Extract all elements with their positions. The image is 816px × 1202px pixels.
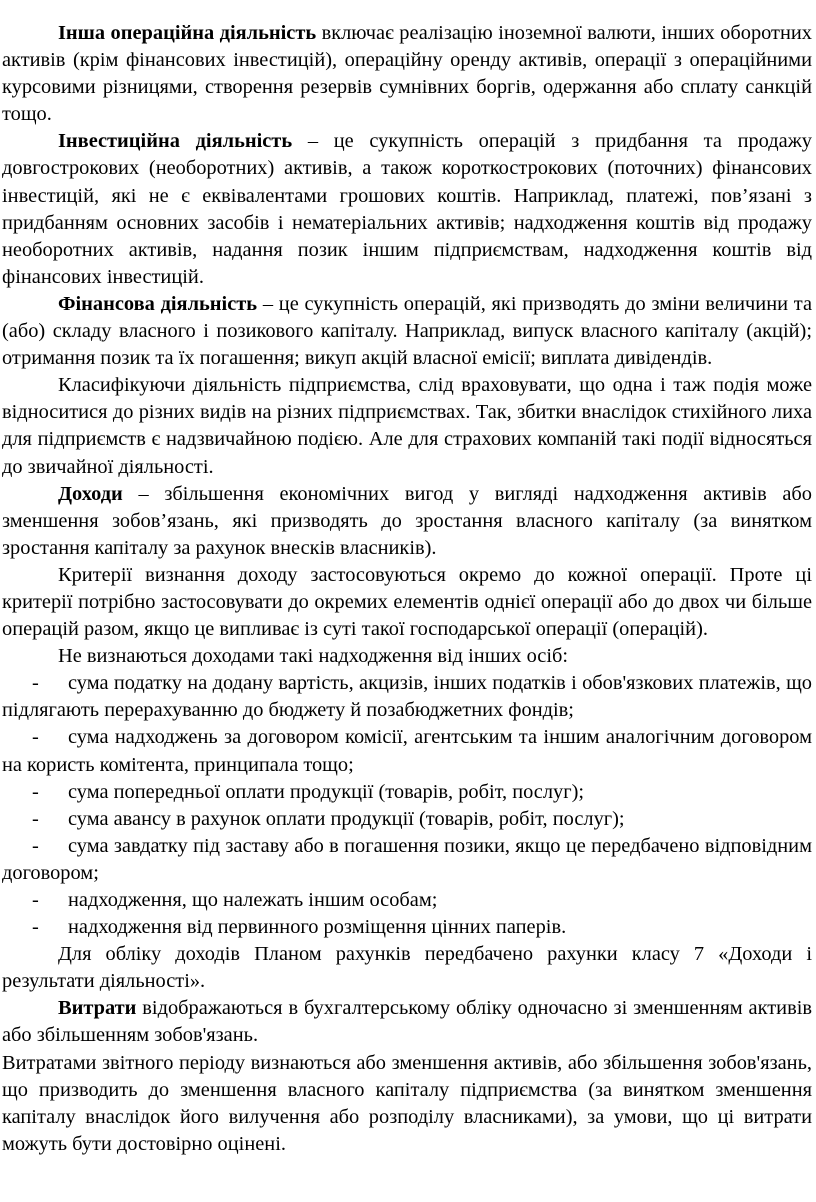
list-item-text: сума податку на додану вартість, акцизів, інших податків і обов'язкових платежів, що підлягають перерахуванню до бюджету й позабюджетних фондів;: [2, 672, 812, 722]
paragraph-not-income-intro: Не визнаються доходами такі надходження від інших осіб:: [58, 645, 569, 668]
term-income: Доходи: [58, 482, 123, 505]
definition-text: – збільшення економічних вигод у вигляді надходження активів або зменшення зобов’язань, які призводять до зростання власного капіталу (за винятком зростання капіталу за рахунок внесків власників).: [2, 482, 812, 559]
list-item: [2, 806, 812, 833]
list-item-text: сума надходжень за договором комісії, агентським та іншим аналогічним договором на користь комітента, принципала тощо;: [2, 726, 812, 776]
term-investment-activity: Інвестиційна діяльність: [58, 130, 293, 153]
list-item: [2, 914, 812, 941]
definition-text: – це сукупність операцій, які призводять до зміни величини та (або) складу власного і позикового капіталу. Наприклад, випуск власного капіталу (акцій); отримання позик та їх погашення; викуп акцій власної емісії; виплата дивідендів.: [2, 292, 812, 370]
paragraph-financial-activity: [2, 291, 812, 372]
list-item: [2, 670, 812, 724]
paragraph-account-class-7: Для обліку доходів Планом рахунків передбачено рахунки класу 7 «Доходи і результати діяльності».: [2, 943, 812, 993]
list-item: [2, 724, 812, 778]
list-item-text: сума попередньої оплати продукції (товарів, робіт, послуг);: [68, 780, 585, 803]
paragraph-investment-activity: [2, 128, 812, 291]
term-other-operating-activity: Інша операційна діяльність: [58, 22, 317, 44]
paragraph-recognition-criteria: Критерії визнання доходу застосовуються окремо до кожної операції. Проте ці критерії потрібно застосовувати до окремих елементів однієї операції або до двох чи більше операцій разом, якщо це випливає із суті такої господарської операції (операцій).: [2, 563, 812, 641]
list-dash: -: [32, 780, 39, 803]
list-dash: -: [32, 916, 39, 939]
list-item-text: надходження від первинного розміщення цінних паперів.: [68, 916, 567, 939]
definition-text: включає реалізацію іноземної валюти, інших оборотних активів (крім фінансових інвестицій), операційну оренду активів, операції з операційними курсовими різницями, створення резервів сумнівних боргів, одержання або сплату санкцій тощо.: [2, 22, 812, 126]
paragraph-period-expenses: Витратами звітного періоду визнаються або зменшення активів, або збільшення зобов'язань, що призводить до зменшення власного капіталу підприємства (за винятком зменшення капіталу внаслідок його вилучення або розподілу власниками), за умови, що ці витрати можуть бути достовірно оцінені.: [2, 1051, 812, 1155]
term-financial-activity: Фінансова діяльність: [58, 292, 258, 315]
list-dash: -: [32, 889, 39, 911]
document-page: [0, 20, 816, 1158]
paragraph-income: [2, 481, 812, 562]
paragraph-classification: Класифікуючи діяльність підприємства, слід враховувати, що одна і таж подія може відноситися до різних видів на різних підприємствах. Так, збитки внаслідок стихійного лиха для підприємств є надзвичайною подією. Але для страхових компаній такі події відносяться до звичайної діяльності.: [2, 374, 812, 478]
term-expenses: Витрати: [58, 997, 137, 1020]
list-dash: -: [32, 807, 39, 830]
list-item-text: сума завдатку під заставу або в погашення позики, якщо це передбачено відповідним договором;: [2, 834, 812, 884]
list-item: [2, 779, 812, 806]
list-dash: -: [32, 726, 39, 749]
paragraph-other-operating-activity: [2, 20, 812, 128]
list-dash: -: [32, 672, 39, 695]
list-item-text: сума авансу в рахунок оплати продукції (товарів, робіт, послуг);: [68, 807, 625, 830]
paragraph-expenses: [2, 995, 812, 1049]
list-item-text: надходження, що належать іншим особам;: [68, 889, 438, 911]
list-item: [2, 887, 812, 914]
definition-text: – це сукупність операцій з придбання та продажу довгострокових (необоротних) активів, а також короткострокових (поточних) фінансових інвестицій, які не є еквівалентами грошових коштів. Наприклад, платежі, пов’язані з придбанням основних засобів і нематеріальних активів; надходження коштів від продажу необоротних активів, надання позик іншим підприємствам, надходження коштів від фінансових інвестицій.: [2, 130, 812, 288]
list-dash: -: [32, 834, 39, 857]
definition-text: відображаються в бухгалтерському обліку одночасно зі зменшенням активів або збільшенням зобов'язань.: [2, 997, 812, 1047]
list-item: [2, 833, 812, 887]
